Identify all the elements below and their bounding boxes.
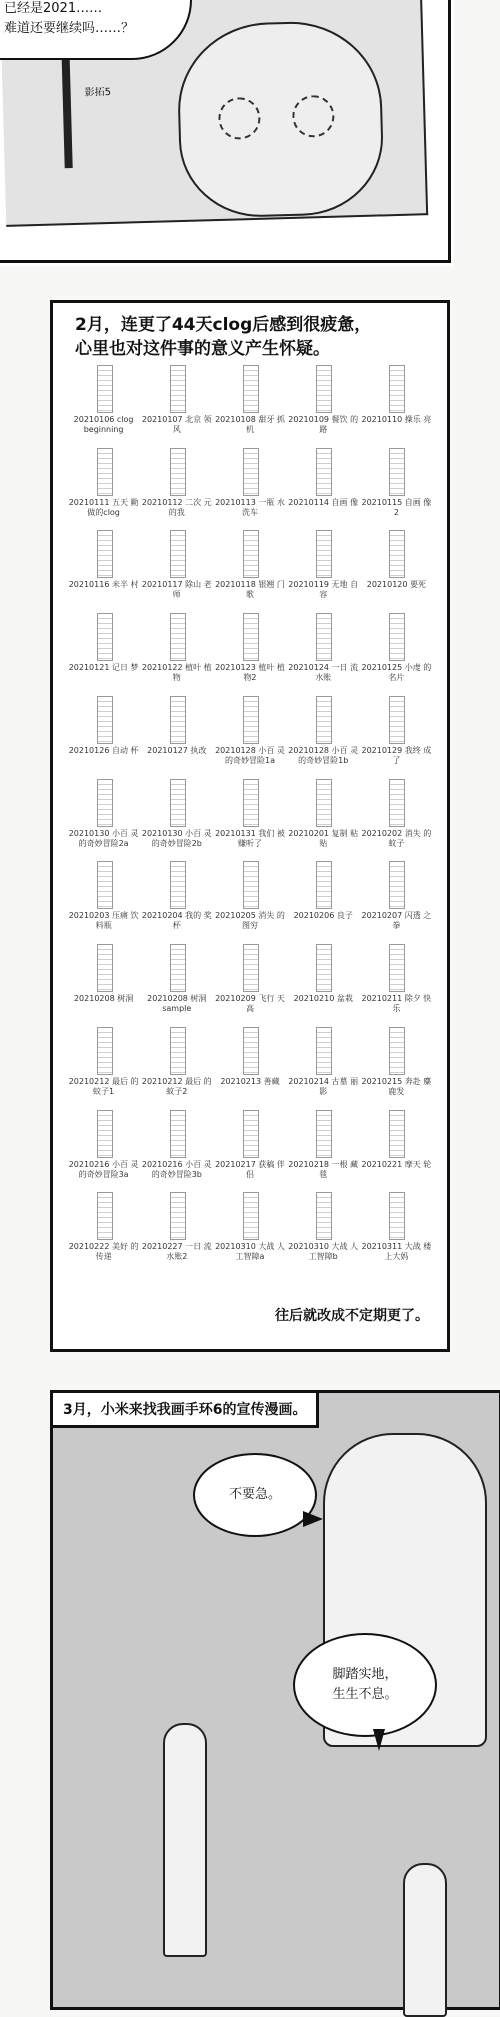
thumbnail-item: [287, 940, 360, 1023]
thumbnail-item: [67, 940, 140, 1023]
thumbnail-label: 20210127 执改: [147, 745, 207, 755]
thumbnail-image: [316, 448, 332, 496]
thumbnail-item: [360, 361, 433, 444]
thumbnail-label: 20210310 大战 人工智障a: [215, 1242, 285, 1262]
thumbnail-label: 20210209 飞行 天高: [215, 994, 285, 1014]
thumbnail-image: [170, 696, 186, 744]
thumbnail-image: [243, 696, 259, 744]
thumbnail-image: [316, 613, 332, 661]
thumbnail-image: [316, 944, 332, 992]
thumbnail-image: [389, 861, 405, 909]
thumbnail-item: [67, 775, 140, 858]
thumbnail-image: [97, 944, 113, 992]
thumbnail-item: [140, 775, 213, 858]
thumbnail-item: [213, 1106, 286, 1189]
thumbnail-label: 20210210 盆栽: [293, 994, 353, 1004]
thumbnail-label: 20210121 记日 梦: [68, 663, 139, 673]
thumbnail-image: [97, 530, 113, 578]
bubble-2-line-2: 生生不息。: [332, 1687, 398, 1702]
thumbnail-label: 20210125 小虔 的名片: [361, 663, 432, 683]
thumbnail-item: [67, 361, 140, 444]
thumbnail-label: 20210205 消失 的图穷: [215, 911, 285, 931]
comic-panel-2: [50, 300, 450, 1352]
thumbnail-image: [97, 779, 113, 827]
bubble-1-tail: [303, 1511, 323, 1527]
thumbnail-item: [67, 444, 140, 527]
thumbnail-image: [316, 1027, 332, 1075]
speech-line-2: 难道还要继续吗……？: [4, 21, 135, 36]
thumbnail-item: [67, 1188, 140, 1271]
thumbnail-image: [97, 613, 113, 661]
thumbnail-image: [389, 448, 405, 496]
thumbnail-label: 20210129 我终 成了: [361, 745, 432, 765]
thumbnail-image: [170, 613, 186, 661]
swirl-eye-right: [292, 95, 335, 138]
thumbnail-image: [243, 365, 259, 413]
thumbnail-label: 20210213 善藏: [220, 1076, 280, 1086]
thumbnail-label: 20210113 一瓶 水洗车: [215, 497, 285, 517]
thumbnail-label: 20210207 闪透 之拳: [361, 911, 432, 931]
thumbnail-image: [316, 696, 332, 744]
thumbnail-label: 20210106 clog beginning: [73, 415, 134, 434]
thumbnail-label: 20210115 自画 像2: [361, 497, 432, 517]
thumbnail-label: 20210212 最后 的蚊子1: [68, 1076, 139, 1096]
thumbnail-label: 20210128 小百 灵的奇妙冒险1b: [288, 745, 359, 765]
caption-line-1: 2月，连更了44天clog后感到很疲惫，: [75, 315, 372, 335]
thumbnail-image: [389, 613, 405, 661]
thumbnail-item: [287, 361, 360, 444]
thumbnail-label: 20210214 古墓 丽影: [288, 1076, 359, 1096]
thumbnail-label: 20210130 小百 灵的奇妙冒险2b: [141, 828, 212, 848]
thumbnail-label: 20210311 大战 楼上大妈: [361, 1242, 432, 1262]
thumbnail-item: [140, 940, 213, 1023]
thumbnail-item: [140, 1188, 213, 1271]
thumbnail-item: [360, 775, 433, 858]
thumbnail-item: [287, 526, 360, 609]
thumbnail-label: 20210126 自动 杯: [68, 745, 139, 755]
standing-figure-drawing: [403, 1863, 447, 2017]
thumbnail-item: [287, 857, 360, 940]
thumbnail-image: [316, 1110, 332, 1158]
thumbnail-image: [97, 1110, 113, 1158]
thumbnail-item: [287, 1023, 360, 1106]
thumbnail-image: [97, 448, 113, 496]
thumbnail-item: [287, 444, 360, 527]
thumbnail-image: [243, 613, 259, 661]
thumbnail-image: [389, 779, 405, 827]
thumbnail-item: [287, 1188, 360, 1271]
thumbnail-item: [67, 1023, 140, 1106]
thumbnail-image: [170, 1027, 186, 1075]
thumbnail-image: [316, 1192, 332, 1240]
thumbnail-item: [360, 1106, 433, 1189]
thumbnail-item: [213, 609, 286, 692]
thumbnail-item: [67, 526, 140, 609]
pen-label: 影拓5: [84, 86, 112, 99]
speech-bubble-1: [193, 1453, 317, 1537]
thumbnail-image: [170, 365, 186, 413]
thumbnail-item: [140, 609, 213, 692]
thumbnail-label: 20210218 一根 藏毯: [288, 1159, 359, 1179]
stylus-pen-drawing: [62, 58, 73, 168]
thumbnail-image: [170, 448, 186, 496]
walking-figure-drawing: [163, 1723, 207, 1957]
speech-line-1: 已经是2021……: [4, 1, 103, 16]
thumbnail-image: [170, 530, 186, 578]
thumbnail-item: [213, 1188, 286, 1271]
thumbnail-item: [213, 857, 286, 940]
thumbnail-label: 20210222 美好 的传递: [68, 1242, 139, 1262]
thumbnail-label: 20210128 小百 灵的奇妙冒险1a: [215, 745, 285, 765]
bubble-1-text: 不要急。: [228, 1487, 281, 1502]
speech-bubble: [0, 0, 192, 60]
thumbnail-image: [389, 1110, 405, 1158]
thumbnail-item: [287, 609, 360, 692]
thumbnail-label: 20210120 要死: [366, 580, 427, 590]
thumbnail-image: [170, 1110, 186, 1158]
comic-panel-3: [50, 1390, 500, 2010]
thumbnail-label: 20210206 良子: [293, 911, 353, 921]
thumbnail-label: 20210107 北京 领风: [141, 415, 212, 434]
thumbnail-item: [213, 1023, 286, 1106]
thumbnail-label: 20210114 自画 像: [288, 497, 359, 507]
thumbnail-label: 20210204 我的 奖杯: [141, 911, 212, 931]
thumbnail-image: [170, 944, 186, 992]
thumbnail-image: [170, 861, 186, 909]
thumbnail-item: [140, 1023, 213, 1106]
thumbnail-label: 20210131 我们 被赚听了: [215, 828, 285, 848]
thumbnail-item: [140, 444, 213, 527]
thumbnail-item: [360, 609, 433, 692]
thumbnail-image: [243, 779, 259, 827]
thumbnail-item: [360, 1188, 433, 1271]
thumbnail-image: [389, 1027, 405, 1075]
thumbnail-item: [287, 692, 360, 775]
thumbnail-image: [243, 1192, 259, 1240]
thumbnail-image: [170, 1192, 186, 1240]
thumbnail-label: 20210119 无地 自容: [288, 580, 359, 600]
thumbnail-image: [316, 530, 332, 578]
thumbnail-label: 20210216 小百 灵的奇妙冒险3a: [68, 1159, 139, 1179]
thumbnail-label: 20210203 压痛 饮料瓶: [68, 911, 139, 931]
thumbnail-label: 20210227 一日 流水账2: [141, 1242, 212, 1262]
thumbnail-label: 20210109 餐饮 的路: [288, 415, 359, 434]
thumbnail-image: [97, 696, 113, 744]
panel-1-frame: [0, 0, 451, 263]
thumbnail-item: [287, 1106, 360, 1189]
thumbnail-label: 20210202 消失 的蚊子: [361, 828, 432, 848]
thumbnail-grid: [67, 361, 433, 1271]
thumbnail-image: [243, 1027, 259, 1075]
thumbnail-image: [170, 779, 186, 827]
bubble-2-line-1: 脚踏实地，: [332, 1667, 398, 1682]
thumbnail-image: [389, 365, 405, 413]
thumbnail-item: [360, 444, 433, 527]
thumbnail-image: [97, 365, 113, 413]
thumbnail-label: 20210130 小百 灵的奇妙冒险2a: [68, 828, 139, 848]
thumbnail-label: 20210201 复制 粘贴: [288, 828, 359, 848]
thumbnail-image: [97, 1192, 113, 1240]
thumbnail-label: 20210122 植叶 植物: [141, 663, 212, 683]
thumbnail-label: 20210217 获稿 伴侣: [215, 1159, 285, 1179]
thumbnail-item: [287, 775, 360, 858]
thumbnail-item: [140, 361, 213, 444]
thumbnail-image: [389, 1192, 405, 1240]
thumbnail-image: [389, 696, 405, 744]
caption-line-2: 心里也对这件事的意义产生怀疑。: [75, 339, 330, 359]
thumbnail-item: [67, 1106, 140, 1189]
thumbnail-item: [360, 857, 433, 940]
thumbnail-label: 20210310 大战 人工智障b: [288, 1242, 359, 1262]
thumbnail-item: [213, 444, 286, 527]
thumbnail-item: [140, 1106, 213, 1189]
thumbnail-item: [360, 692, 433, 775]
thumbnail-label: 20210108 甜牙 抓机: [215, 415, 285, 434]
thumbnail-item: [213, 526, 286, 609]
thumbnail-item: [213, 361, 286, 444]
thumbnail-label: 20210110 操乐 亮: [361, 415, 432, 424]
thumbnail-item: [213, 775, 286, 858]
thumbnail-image: [243, 1110, 259, 1158]
ending-caption: 往后就改成不定期更了。: [275, 1308, 429, 1324]
thumbnail-label: 20210111 五天 勤做的clog: [68, 497, 139, 517]
thumbnail-label: 20210124 一日 流水账: [288, 663, 359, 683]
thumbnail-label: 20210208 树洞 sample: [147, 994, 207, 1014]
panel-3-caption: 3月，小米来找我画手环6的宣传漫画。: [53, 1393, 319, 1428]
thumbnail-image: [316, 779, 332, 827]
thumbnail-item: [140, 692, 213, 775]
thumbnail-label: 20210117 除山 老师: [141, 580, 212, 600]
thumbnail-item: [360, 940, 433, 1023]
thumbnail-image: [97, 861, 113, 909]
girl-face-drawing: [176, 19, 385, 219]
thumbnail-label: 20210118 银翘 门歌: [215, 580, 285, 600]
thumbnail-image: [316, 365, 332, 413]
thumbnail-label: 20210123 植叶 植物2: [215, 663, 285, 683]
thumbnail-label: 20210211 除夕 快乐: [361, 994, 432, 1014]
comic-panel-1: [0, 0, 454, 266]
thumbnail-item: [67, 857, 140, 940]
thumbnail-label: 20210216 小百 灵的奇妙冒险3b: [141, 1159, 212, 1179]
thumbnail-label: 20210212 最后 的蚊子2: [141, 1076, 212, 1096]
speech-bubble-2: [293, 1633, 437, 1737]
thumbnail-item: [67, 609, 140, 692]
thumbnail-label: 20210221 摩天 轮: [361, 1159, 432, 1169]
thumbnail-image: [243, 448, 259, 496]
thumbnail-image: [316, 861, 332, 909]
thumbnail-label: 20210215 奔赴 麋鹿发: [361, 1076, 432, 1096]
thumbnail-image: [243, 944, 259, 992]
swirl-eye-left: [218, 97, 261, 140]
thumbnail-image: [97, 1027, 113, 1075]
thumbnail-item: [140, 857, 213, 940]
thumbnail-label: 20210112 二次 元的我: [141, 497, 212, 517]
thumbnail-item: [140, 526, 213, 609]
thumbnail-item: [213, 940, 286, 1023]
thumbnail-image: [243, 530, 259, 578]
bubble-2-tail: [373, 1729, 385, 1751]
thumbnail-label: 20210116 米半 村: [68, 580, 139, 590]
thumbnail-label: 20210208 树洞: [73, 994, 134, 1004]
thumbnail-image: [389, 530, 405, 578]
thumbnail-image: [243, 861, 259, 909]
thumbnail-item: [213, 692, 286, 775]
thumbnail-image: [389, 944, 405, 992]
thumbnail-item: [360, 526, 433, 609]
thumbnail-item: [360, 1023, 433, 1106]
thumbnail-item: [67, 692, 140, 775]
